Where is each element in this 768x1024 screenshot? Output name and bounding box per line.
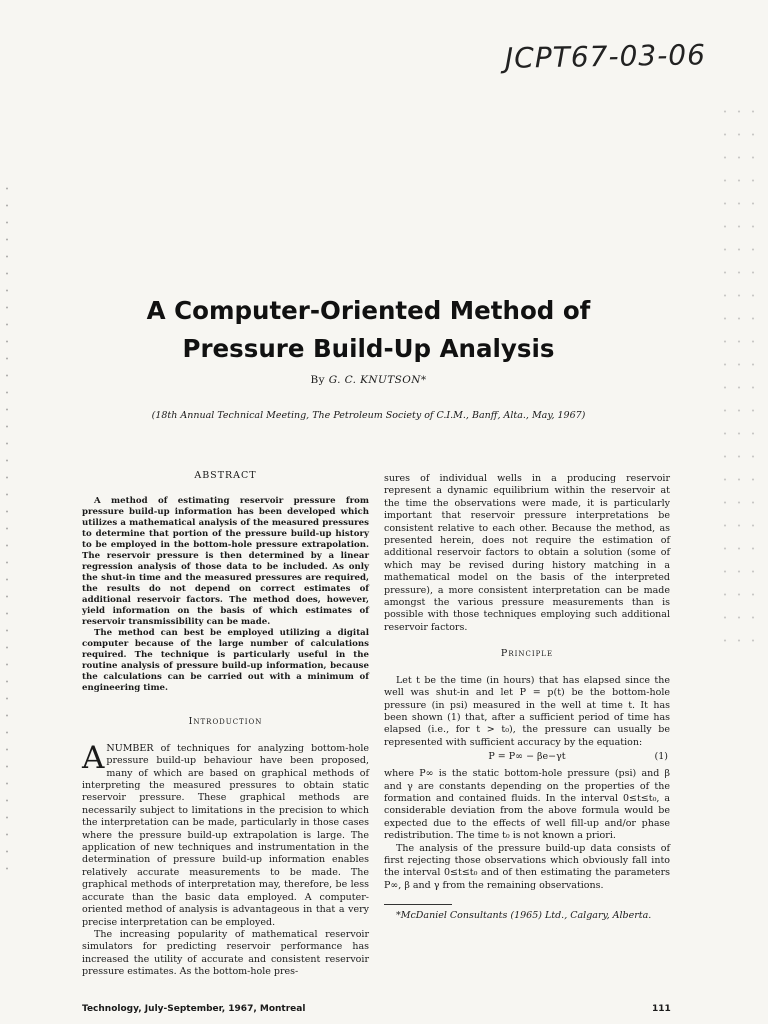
journal-footer: Technology, July-September, 1967, Montreal <box>82 1004 306 1014</box>
paper-title-line-2: Pressure Build-Up Analysis <box>182 334 555 363</box>
introduction-paragraph-1 <box>82 739 369 929</box>
introduction-heading: Introduction <box>188 716 263 728</box>
meeting-info: (18th Annual Technical Meeting, The Petroleum Society of C.I.M., Banff, Alta., May, 1967) <box>151 410 586 421</box>
author-name: G. C. KNUTSON* <box>328 374 427 386</box>
author-footnote: *McDaniel Consultants (1965) Ltd., Calgary, Alberta. <box>396 910 652 922</box>
footnote-divider <box>384 904 452 905</box>
page-number: 111 <box>652 1004 671 1014</box>
principle-paragraph-1: Let t be the time (in hours) that has elapsed since the well was shut-in and let P = p(t) be the bottom-hole pressure (in psi) measured in the well at time t. It has been shown (1) that, after a sufficient period of time has elapsed (i.e., for t > t₀), the pressure can usually be represented with sufficient accuracy by the equation: <box>384 674 670 748</box>
paper-title <box>0 292 737 368</box>
abstract-heading: ABSTRACT <box>194 470 257 481</box>
abstract-body <box>82 496 369 694</box>
equation-1 <box>384 751 670 766</box>
equation-number: (1) <box>654 751 668 763</box>
introduction-paragraph-2: The increasing popularity of mathematical reservoir simulators for predicting reservoir performance has increased the utility of accurate and consistent reservoir pressure estimates. As the bottom-hole pres- <box>82 928 369 978</box>
abstract-paragraph-1: A method of estimating reservoir pressure from pressure build-up information has been developed which utilizes a mathematical analysis of the measured pressures to determine that portion of the pressure build-up history to be employed in the bottom-hole pressure extrapolation. The reservoir pressure is then determined by a linear regression analysis of those data to be included. As only the shut-in time and the measured pressures are required, the results do not depend on correct estimates of additional reservoir factors. The method does, however, yield information on the basis of which estimates of reservoir transmissibility can be made. <box>82 496 369 628</box>
left-column <box>82 470 369 979</box>
principle-paragraph-3: The analysis of the pressure build-up data consists of first rejecting those observations which obviously fall into the interval 0≤t≤t₀ and of then estimating the parameters P∞, β and γ from the remaining observations. <box>384 842 670 891</box>
handwritten-reference-stamp: JCPT67-03-06 <box>504 38 707 75</box>
scan-edge-marks-left <box>2 180 12 880</box>
author-prefix: By <box>310 374 325 386</box>
right-column <box>384 473 670 923</box>
paper-title-line-1: A Computer-Oriented Method of <box>146 296 591 325</box>
principle-heading: Principle <box>500 648 554 660</box>
abstract-paragraph-2: The method can best be employed utilizing a digital computer because of the large number of calculations required. The technique is particularly useful in the routine analysis of pressure build-up information, because the calculations can be carried out with a minimum of engineering time. <box>82 628 369 694</box>
drop-cap: A <box>82 739 105 776</box>
author-line <box>0 374 737 386</box>
continued-paragraph: sures of individual wells in a producing reservoir represent a dynamic equilibrium within the reservoir at the time the observations were made, it is particularly important that reservoir pressure interpretations be consistent relative to each other. Because the method, as presented herein, does not require the estimation of additional reservoir factors to obtain a solution (some of which may be revised during history matching in a mathematical model on the basis of the interpreted pressure), a more consistent interpretation can be made amongst the various pressure measurements than is possible with those techniques employing such additional reservoir factors. <box>384 473 670 633</box>
equation-text: P = P∞ − βe−γt <box>488 751 566 763</box>
introduction-paragraph-1-text: NUMBER of techniques for analyzing bottom-hole pressure build-up behaviour have been proposed, many of which are based on graphical methods of interpreting the measured pressures to obtain static reservoir pressure. These graphical methods are necessarily subject to limitations in the precision to which the interpretation can be made, particularly in those cases where the pressure build-up extrapolation is large. The application of new techniques and instrumentation in the determination of pressure build-up information enables relatively accurate measurements to be made. The graphical methods of interpretation may, therefore, be less accurate than the basic data employed. A computer-oriented method of analysis is advantageous in that a very precise interpretation can be employed. <box>82 742 369 928</box>
principle-paragraph-2: where P∞ is the static bottom-hole pressure (psi) and β and γ are constants depending on the properties of the formation and contained fluids. In the interval 0≤t≤t₀, a considerable deviation from the above formula would be expected due to the effects of well fill-up and/or phase redistribution. The time t₀ is not known a priori. <box>384 768 670 842</box>
